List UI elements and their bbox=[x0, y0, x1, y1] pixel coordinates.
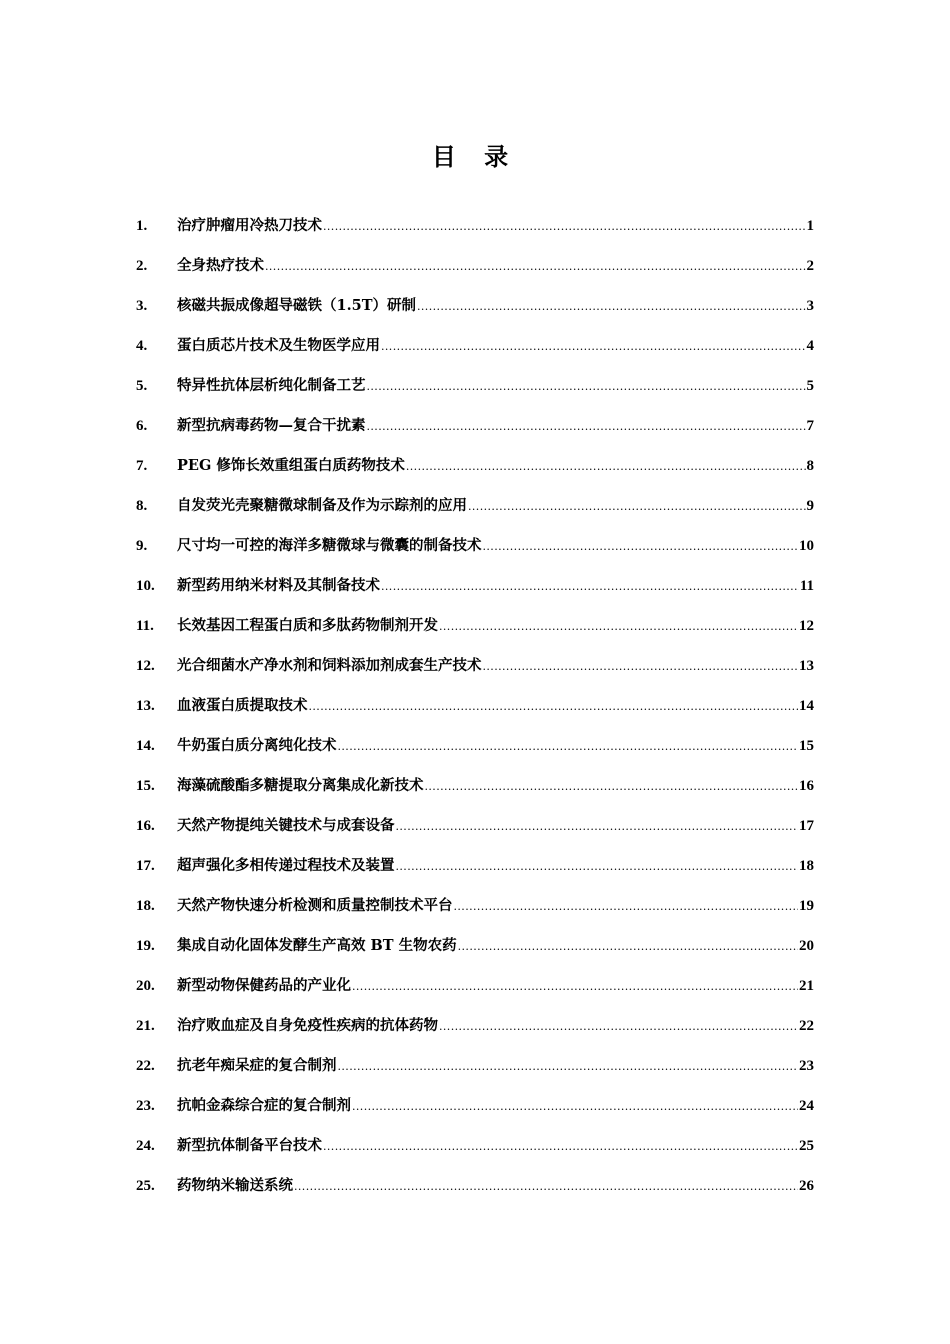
toc-entry-title[interactable]: 尺寸均一可控的海洋多糖微球与微囊的制备技术 bbox=[177, 537, 482, 554]
table-of-contents bbox=[136, 210, 814, 1210]
toc-entry-title[interactable]: 光合细菌水产净水剂和饲料添加剂成套生产技术 bbox=[177, 657, 482, 674]
toc-entry-number: 16. bbox=[136, 818, 155, 834]
toc-dot-leader bbox=[367, 411, 806, 443]
toc-entry[interactable] bbox=[136, 1130, 814, 1170]
toc-dot-leader bbox=[439, 611, 798, 643]
toc-entry-number: 1. bbox=[136, 218, 148, 234]
toc-entry[interactable] bbox=[136, 210, 814, 250]
toc-entry[interactable] bbox=[136, 970, 814, 1010]
toc-entry-page-number: 13 bbox=[799, 658, 814, 674]
toc-entry-title[interactable]: 血液蛋白质提取技术 bbox=[177, 697, 308, 714]
toc-dot-leader bbox=[338, 1051, 799, 1083]
toc-dot-leader bbox=[483, 531, 799, 563]
toc-entry[interactable] bbox=[136, 490, 814, 530]
toc-entry-page-number: 22 bbox=[799, 1018, 814, 1034]
toc-dot-leader bbox=[439, 1011, 798, 1043]
toc-entry-title[interactable]: 新型抗病毒药物—复合干扰素 bbox=[177, 417, 366, 434]
toc-entry[interactable] bbox=[136, 650, 814, 690]
toc-entry-page-number: 7 bbox=[806, 418, 814, 434]
toc-dot-leader bbox=[352, 971, 798, 1003]
toc-entry-title[interactable]: 药物纳米输送系统 bbox=[177, 1177, 293, 1194]
toc-dot-leader bbox=[381, 571, 799, 603]
toc-dot-leader bbox=[323, 1131, 798, 1163]
toc-entry-number: 20. bbox=[136, 978, 155, 994]
toc-entry[interactable] bbox=[136, 1050, 814, 1090]
toc-entry-title[interactable]: 集成自动化固体发酵生产高效 BT 生物农药 bbox=[177, 937, 457, 954]
toc-entry-number: 7. bbox=[136, 458, 148, 474]
toc-entry-number: 10. bbox=[136, 578, 155, 594]
toc-entry-page-number: 5 bbox=[806, 378, 814, 394]
toc-entry-number: 14. bbox=[136, 738, 155, 754]
toc-entry-number: 3. bbox=[136, 298, 148, 314]
toc-entry-number: 2. bbox=[136, 258, 148, 274]
toc-dot-leader bbox=[265, 251, 806, 283]
toc-entry-number: 23. bbox=[136, 1098, 155, 1114]
toc-dot-leader bbox=[396, 851, 799, 883]
toc-entry[interactable] bbox=[136, 330, 814, 370]
toc-entry[interactable] bbox=[136, 530, 814, 570]
toc-dot-leader bbox=[294, 1171, 798, 1203]
toc-entry-page-number: 17 bbox=[799, 818, 814, 834]
toc-entry-number: 4. bbox=[136, 338, 148, 354]
toc-entry-title[interactable]: 抗帕金森综合症的复合制剂 bbox=[177, 1097, 351, 1114]
toc-entry-number: 18. bbox=[136, 898, 155, 914]
toc-entry-page-number: 19 bbox=[799, 898, 814, 914]
toc-entry-number: 21. bbox=[136, 1018, 155, 1034]
toc-entry-number: 17. bbox=[136, 858, 155, 874]
toc-entry-title[interactable]: 天然产物快速分析检测和质量控制技术平台 bbox=[177, 897, 453, 914]
toc-entry-title[interactable]: 抗老年痴呆症的复合制剂 bbox=[177, 1057, 337, 1074]
toc-entry[interactable] bbox=[136, 610, 814, 650]
toc-entry-page-number: 10 bbox=[799, 538, 814, 554]
toc-entry[interactable] bbox=[136, 250, 814, 290]
toc-entry-page-number: 12 bbox=[799, 618, 814, 634]
toc-entry-number: 25. bbox=[136, 1178, 155, 1194]
toc-entry-page-number: 24 bbox=[799, 1098, 814, 1114]
toc-entry-page-number: 16 bbox=[799, 778, 814, 794]
toc-entry-number: 6. bbox=[136, 418, 148, 434]
toc-entry-page-number: 3 bbox=[806, 298, 814, 314]
toc-dot-leader bbox=[367, 371, 806, 403]
toc-entry[interactable] bbox=[136, 450, 814, 490]
toc-entry-title[interactable]: 牛奶蛋白质分离纯化技术 bbox=[177, 737, 337, 754]
toc-entry[interactable] bbox=[136, 290, 814, 330]
toc-dot-leader bbox=[458, 931, 798, 963]
toc-entry-title[interactable]: 特异性抗体层析纯化制备工艺 bbox=[177, 377, 366, 394]
toc-dot-leader bbox=[396, 811, 799, 843]
toc-entry[interactable] bbox=[136, 410, 814, 450]
toc-entry-page-number: 25 bbox=[799, 1138, 814, 1154]
toc-entry-number: 19. bbox=[136, 938, 155, 954]
toc-entry-number: 8. bbox=[136, 498, 148, 514]
toc-dot-leader bbox=[381, 331, 806, 363]
toc-dot-leader bbox=[338, 731, 799, 763]
toc-entry-title[interactable]: 超声强化多相传递过程技术及装置 bbox=[177, 857, 395, 874]
toc-entry-title[interactable]: 治疗败血症及自身免疫性疾病的抗体药物 bbox=[177, 1017, 438, 1034]
toc-dot-leader bbox=[468, 491, 806, 523]
toc-dot-leader bbox=[483, 651, 799, 683]
toc-entry-number: 9. bbox=[136, 538, 148, 554]
toc-entry-page-number: 15 bbox=[799, 738, 814, 754]
page-title: 目 录 bbox=[431, 143, 519, 171]
toc-entry[interactable] bbox=[136, 930, 814, 970]
toc-entry-page-number: 11 bbox=[799, 578, 814, 594]
toc-entry-page-number: 26 bbox=[799, 1178, 814, 1194]
toc-entry-title[interactable]: 新型动物保健药品的产业化 bbox=[177, 977, 351, 994]
toc-entry-number: 22. bbox=[136, 1058, 155, 1074]
toc-entry-title[interactable]: 自发荧光壳聚糖微球制备及作为示踪剂的应用 bbox=[177, 497, 467, 514]
toc-entry[interactable] bbox=[136, 1010, 814, 1050]
toc-entry-title[interactable]: 核磁共振成像超导磁铁（1.5T）研制 bbox=[177, 297, 417, 314]
toc-entry-title[interactable]: PEG 修饰长效重组蛋白质药物技术 bbox=[177, 457, 405, 474]
toc-entry-page-number: 18 bbox=[799, 858, 814, 874]
toc-entry[interactable] bbox=[136, 810, 814, 850]
toc-dot-leader bbox=[406, 451, 806, 483]
toc-entry[interactable] bbox=[136, 570, 814, 610]
toc-entry-page-number: 1 bbox=[806, 218, 814, 234]
toc-entry-page-number: 21 bbox=[799, 978, 814, 994]
toc-entry-page-number: 4 bbox=[806, 338, 814, 354]
toc-entry-title[interactable]: 全身热疗技术 bbox=[177, 257, 264, 274]
toc-entry[interactable] bbox=[136, 850, 814, 890]
toc-dot-leader bbox=[454, 891, 799, 923]
toc-entry[interactable] bbox=[136, 770, 814, 810]
toc-dot-leader bbox=[352, 1091, 798, 1123]
toc-entry[interactable] bbox=[136, 370, 814, 410]
toc-entry[interactable] bbox=[136, 890, 814, 930]
toc-entry-page-number: 23 bbox=[799, 1058, 814, 1074]
toc-entry[interactable] bbox=[136, 1090, 814, 1130]
toc-entry[interactable] bbox=[136, 690, 814, 730]
toc-entry-page-number: 14 bbox=[799, 698, 814, 714]
toc-entry-title[interactable]: 海藻硫酸酯多糖提取分离集成化新技术 bbox=[177, 777, 424, 794]
toc-entry-number: 11. bbox=[136, 618, 154, 634]
toc-dot-leader bbox=[323, 211, 806, 243]
toc-entry-number: 5. bbox=[136, 378, 148, 394]
toc-entry-page-number: 20 bbox=[799, 938, 814, 954]
toc-entry-title[interactable]: 天然产物提纯关键技术与成套设备 bbox=[177, 817, 395, 834]
toc-entry-title[interactable]: 长效基因工程蛋白质和多肽药物制剂开发 bbox=[177, 617, 438, 634]
toc-entry[interactable] bbox=[136, 730, 814, 770]
toc-entry-title[interactable]: 蛋白质芯片技术及生物医学应用 bbox=[177, 337, 380, 354]
toc-entry[interactable] bbox=[136, 1170, 814, 1210]
toc-entry-number: 24. bbox=[136, 1138, 155, 1154]
toc-entry-number: 13. bbox=[136, 698, 155, 714]
toc-entry-number: 15. bbox=[136, 778, 155, 794]
toc-entry-page-number: 9 bbox=[806, 498, 814, 514]
toc-entry-number: 12. bbox=[136, 658, 155, 674]
toc-entry-title[interactable]: 新型药用纳米材料及其制备技术 bbox=[177, 577, 380, 594]
toc-dot-leader bbox=[309, 691, 799, 723]
toc-entry-page-number: 8 bbox=[806, 458, 814, 474]
toc-entry-page-number: 2 bbox=[806, 258, 814, 274]
toc-dot-leader bbox=[417, 291, 805, 323]
toc-entry-title[interactable]: 治疗肿瘤用冷热刀技术 bbox=[177, 217, 322, 234]
toc-dot-leader bbox=[425, 771, 799, 803]
toc-entry-title[interactable]: 新型抗体制备平台技术 bbox=[177, 1137, 322, 1154]
